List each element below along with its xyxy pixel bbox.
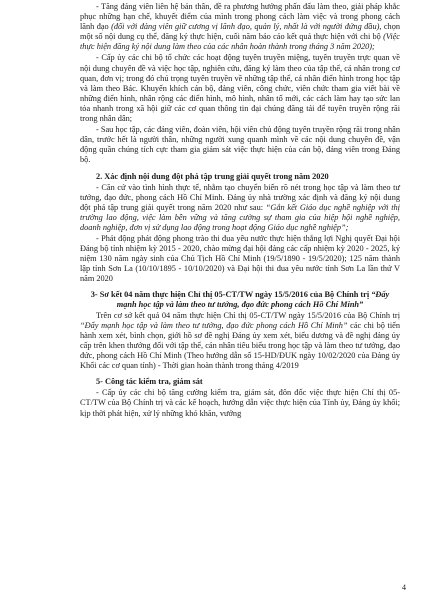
section-heading-2: 2. Xác định nội dung đột phá tập trung giải quyết trong năm 2020 xyxy=(96,171,329,181)
paragraph-review-results: Trên cơ sở kết quả 04 năm thực hiện Chỉ thị 05-CT/TW ngày 15/5/2016 của Bộ Chính trị “Đẩy mạnh học tập và làm theo tư tưởng, đạo đức phong cách Hồ Chí Minh” các chi bộ tiến hành xem xét, bình chọn, giới hồ sơ đề nghị Đảng ủy xem xét, biểu dương và đề nghị đảng ủy cấp trên khen thưởng đối với tập thể, cán nhân tiêu biểu trong học tập và làm theo tư tưởng, đạo đức, phong cách Hồ Chí Minh (Theo hướng dẫn số 15-HD/ĐUK ngày 10/02/2020 của Đảng ủy Khối các cơ quan tỉnh) - Thời gian hoàn thành trong tháng 4/2019 xyxy=(80,310,400,371)
paragraph-breakthrough-content: - Căn cứ vào tình hình thực tế, nhằm tạo chuyển biến rõ nét trong học tập và làm theo tư tưởng, đạo đức, phong cách Hồ Chí Minh. Đảng ủy nhà trường xác định và đăng ký nội dung đột phá tập trung giải quyết trong năm 2020 như sau: “Gắn kết Giáo dục nghề nghiệp với thị trường lao động, việc làm bền vững và tăng cường sự tham gia của hiệp hội nghề nghiệp, doanh nghiệp, đơn vị sử dụng lao động trong hoạt động Giáo dục nghề nghiệp”; xyxy=(80,182,400,232)
section-heading-5: 5- Công tác kiểm tra, giám sát xyxy=(96,377,203,387)
paragraph-after-study: - Sau học tập, các đảng viên, đoàn viên, hội viên chủ động tuyên truyền rộng rãi trong nhân dân, trước hết là người thân, những người xung quanh mình về các nội dung chuyên đề, vận động quần chúng tích cực tham gia giám sát việc thực hiện của cán bộ, đảng viên trong Đảng bộ. xyxy=(80,125,400,165)
page-number: 4 xyxy=(402,583,406,592)
section-heading-3: 3- Sơ kết 04 năm thực hiện Chỉ thị 05-CT/TW ngày 15/5/2016 của Bộ Chính trị “Đẩy mạnh học tập và làm theo tư tưởng, đạo đức phong cách Hồ Chí Minh” xyxy=(90,289,390,309)
paragraph-emulation-movement: - Phát động phát động phong trào thi đua yêu nước thực hiện thắng lợi Nghị quyết Đại hội Đảng bộ tỉnh nhiệm kỳ 2015 - 2020, chào mừng đại hội đảng các cấp nhiệm kỳ 2020 - 2025, kỷ niệm 130 năm ngày sinh của Chủ Tịch Hồ Chí Minh (19/5/1890 - 19/5/2020); 125 năm thành lập tỉnh Sơn La (10/10/1895 - 10/10/2020) và Đại hội thi đua yêu nước tỉnh Sơn La lần thứ V năm 2020 xyxy=(80,234,400,284)
paragraph-inspection: - Cấp ủy các chi bộ tăng cường kiểm tra, giám sát, đôn đốc việc thực hiện Chỉ thị 05-CT/TW của Bộ Chính trị và các kế hoạch, hướng dẫn việc thực hiện của Tỉnh ủy, Đảng ủy khối; kịp thời phát hiện, xử lý những khó khăn, vướng xyxy=(80,388,400,418)
paragraph-party-member-commitment: - Tăng đảng viên liên hệ bản thân, đề ra phương hướng phấn đấu làm theo, giải pháp khắc phục những hạn chế, khuyết điểm của mình trong phong cách làm việc và trong phong cách lãnh đạo (đối với đảng viên giữ cương vị lãnh đạo, quản lý, nhất là với người đứng đầu), chọn một số nội dung cụ thể, đăng ký thực hiện, cuối năm báo cáo kết quả thực hiện với chi bộ (Việc thực hiện đăng ký nội dung làm theo của các nhân hoàn thành trong tháng 3 năm 2020); xyxy=(80,2,400,52)
document-body xyxy=(80,2,400,419)
paragraph-propaganda-activities: - Cấp ủy các chi bộ tổ chức các hoạt động tuyên truyền miệng, tuyên truyền trực quan về nội dung chuyên đề và việc học tập, nghiên cứu, đăng ký làm theo của tập thể, cá nhân trong cơ quan, đơn vị; trong đó chú trọng tuyên truyền về những tập thể, cá nhân điển hình trong học tập và làm theo Bác. Khuyến khích cán bộ, đảng viên, công chức, viên chức tham gia viết bài về những điển hình, nhân rộng các điển hình, mô hình, nhân tố mới, các cách làm hay tạo sức lan tỏa nhanh trong xã hội giữ các cơ quan thông tin đại chúng đăng tải để tuyên truyền rộng rãi trong nhân dân; xyxy=(80,53,400,124)
